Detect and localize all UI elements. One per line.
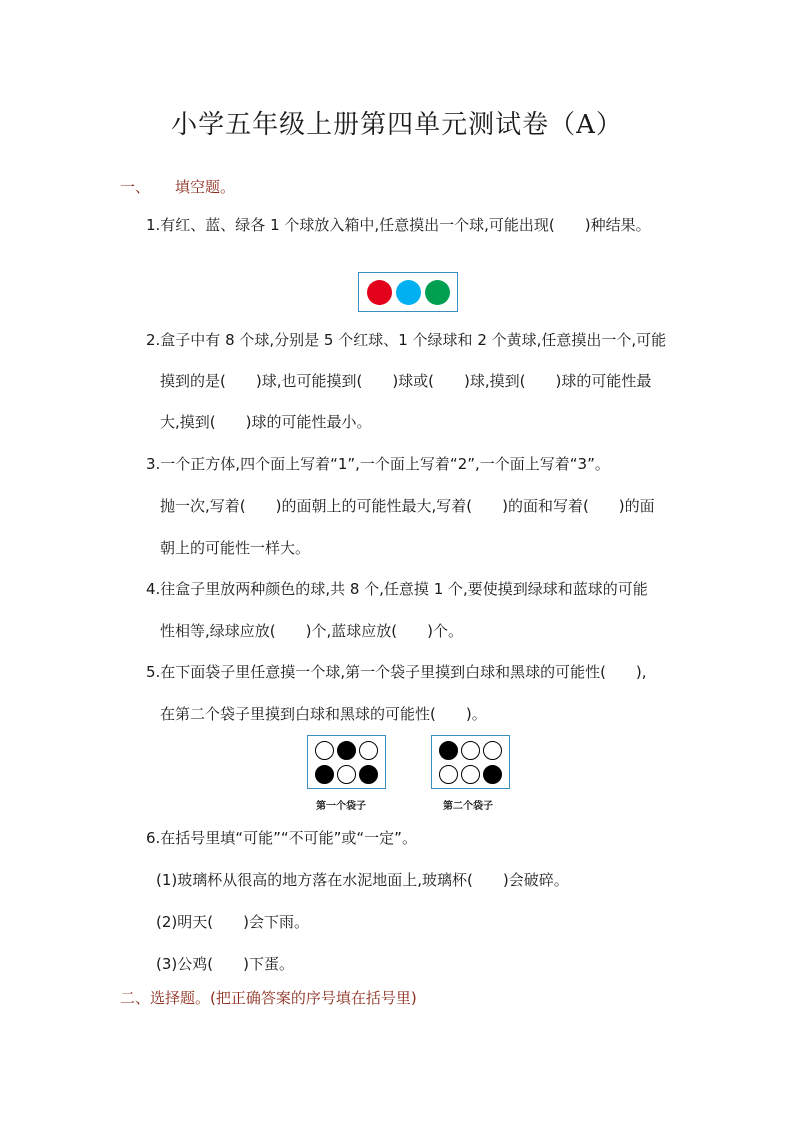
q6-item-3: (3)公鸡( )下蛋。: [156, 955, 294, 973]
bag-2-caption: 第二个袋子: [443, 801, 493, 812]
section-1-title: 填空题。: [175, 178, 236, 196]
q2-line-1: 2.盒子中有 8 个球,分别是 5 个红球、1 个绿球和 2 个黄球,任意摸出一个,可能: [146, 331, 667, 349]
q2-line-2: 摸到的是( )球,也可能摸到( )球或( )球,摸到( )球的可能性最: [160, 372, 652, 390]
q1-text: 1.有红、蓝、绿各 1 个球放入箱中,任意摸出一个球,可能出现( )种结果。: [146, 216, 651, 234]
q1-ball-blue: [396, 280, 421, 305]
q6-item-2: (2)明天( )会下雨。: [156, 913, 309, 931]
bag-ball-white: [461, 765, 480, 784]
bag-ball-black: [337, 741, 356, 760]
bag-2: [431, 735, 510, 789]
q1-ball-box: [358, 272, 458, 312]
bag-1: [307, 735, 386, 789]
q1-ball-red: [367, 280, 392, 305]
q6-item-1: (1)玻璃杯从很高的地方落在水泥地面上,玻璃杯( )会破碎。: [156, 871, 569, 889]
q5-line-2: 在第二个袋子里摸到白球和黑球的可能性( )。: [160, 705, 487, 723]
bag-ball-black: [315, 765, 334, 784]
bag-ball-white: [461, 741, 480, 760]
q6-intro: 6.在括号里填“可能”“不可能”或“一定”。: [146, 829, 417, 847]
q5-line-1: 5.在下面袋子里任意摸一个球,第一个袋子里摸到白球和黑球的可能性( ),: [146, 663, 647, 681]
bag-ball-black: [359, 765, 378, 784]
q2-line-3: 大,摸到( )球的可能性最小。: [160, 413, 372, 431]
bag-ball-black: [439, 741, 458, 760]
q3-line-1: 3.一个正方体,四个面上写着“1”,一个面上写着“2”,一个面上写着“3”。: [146, 455, 610, 473]
bag-ball-white: [483, 741, 502, 760]
bag-ball-white: [439, 765, 458, 784]
section-1-number: 一、: [120, 178, 151, 196]
q1-ball-green: [425, 280, 450, 305]
bag-ball-white: [337, 765, 356, 784]
q3-line-3: 朝上的可能性一样大。: [160, 539, 311, 557]
q4-line-1: 4.往盒子里放两种颜色的球,共 8 个,任意摸 1 个,要使摸到绿球和蓝球的可能: [146, 580, 648, 598]
section-2-title: 二、选择题。(把正确答案的序号填在括号里): [120, 989, 417, 1007]
q3-line-2: 抛一次,写着( )的面朝上的可能性最大,写着( )的面和写着( )的面: [160, 497, 655, 515]
bag-ball-white: [359, 741, 378, 760]
bag-ball-black: [483, 765, 502, 784]
bag-ball-white: [315, 741, 334, 760]
bag-1-caption: 第一个袋子: [316, 801, 366, 812]
page-title: 小学五年级上册第四单元测试卷（A）: [171, 110, 623, 140]
q4-line-2: 性相等,绿球应放( )个,蓝球应放( )个。: [160, 622, 463, 640]
